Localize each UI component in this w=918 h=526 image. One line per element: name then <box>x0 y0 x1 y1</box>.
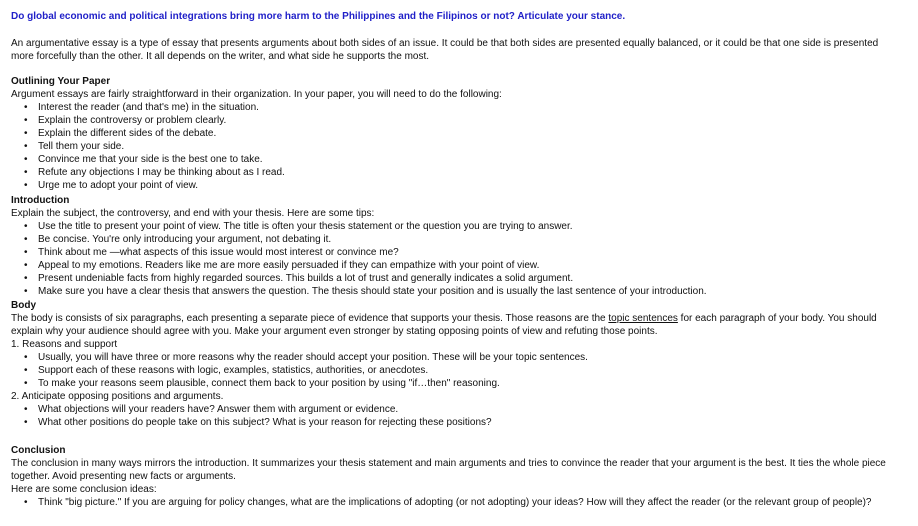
question-title: Do global economic and political integrations bring more harm to the Philippines and the Filipinos or not? Articulate your stance. <box>11 11 626 22</box>
outlining-list <box>11 101 285 192</box>
section1-title: 1. Reasons and support <box>11 339 118 350</box>
list-item: • Support each of these reasons with logic, examples, statistics, authorities, or anecdotes. <box>11 364 588 377</box>
outlining-heading: Outlining Your Paper <box>11 76 111 87</box>
list-item: • Convince me that your side is the best one to take. <box>11 153 285 166</box>
list-item: • Explain the different sides of the debate. <box>11 127 285 140</box>
list-item <box>11 496 901 509</box>
list-item: • Appeal to my emotions. Readers like me are more easily persuaded if they can empathize with your point of view. <box>11 259 707 272</box>
list-item: • Be concise. You're only introducing your argument, not debating it. <box>11 233 707 246</box>
list-item: • Make sure you have a clear thesis that answers the question. The thesis should state your position and is usually the last sentence of your introduction. <box>11 285 707 298</box>
bullet-icon: • <box>24 497 28 508</box>
list-item: • Interest the reader (and that's me) in the situation. <box>11 101 285 114</box>
section1-list <box>11 351 588 390</box>
body-text-start: The body is consists of six paragraphs, each presenting a separate piece of evidence that supports your thesis. Those reasons are the <box>11 313 609 324</box>
list-item: • To make your reasons seem plausible, connect them back to your position by using "if…then" reasoning. <box>11 377 588 390</box>
introduction-lead: Explain the subject, the controversy, and end with your thesis. Here are some tips: <box>11 208 375 219</box>
list-item: • What other positions do people take on this subject? What is your reason for rejecting these positions? <box>11 416 492 429</box>
list-item: • Explain the controversy or problem clearly. <box>11 114 285 127</box>
introduction-heading: Introduction <box>11 195 70 206</box>
list-item: • Urge me to adopt your point of view. <box>11 179 285 192</box>
body-heading: Body <box>11 300 36 311</box>
section2-list <box>11 403 492 429</box>
body-text-end: for each paragraph of your body. You should explain why your audience should agree with you. Make your argument even stronger by stating opposing points of view and refuting those points. <box>11 313 877 337</box>
list-item: • Use the title to present your point of view. The title is often your thesis statement or the question you are trying to answer. <box>11 220 707 233</box>
list-item: • What objections will your readers have? Answer them with argument or evidence. <box>11 403 492 416</box>
intro-paragraph: An argumentative essay is a type of essay that presents arguments about both sides of an issue. It could be that both sides are presented equally balanced, or it could be that one side is presented more forcefully than the other. It all depends on the writer, and what side he supports the most. <box>11 38 879 62</box>
outlining-lead: Argument essays are fairly straightforward in their organization. In your paper, you will need to do the following: <box>11 89 502 100</box>
conclusion-paragraph: The conclusion in many ways mirrors the introduction. It summarizes your thesis statement and main arguments and tries to convince the reader that your argument is the best. It ties the whole piece together. Avoid presenting new facts or arguments. <box>11 458 886 482</box>
conclusion-lead: Here are some conclusion ideas: <box>11 484 157 495</box>
list-item: • Usually, you will have three or more reasons why the reader should accept your position. These will be your topic sentences. <box>11 351 588 364</box>
list-item: • Think about me —what aspects of this issue would most interest or convince me? <box>11 246 707 259</box>
list-item: • Present undeniable facts from highly regarded sources. This builds a lot of trust and generally indicates a solid argument. <box>11 272 707 285</box>
conclusion-item-text: Think "big picture." If you are arguing for policy changes, what are the implications of adopting (or not adopting) your ideas? How will they affect the reader (or the relevant group of people)? <box>38 497 872 508</box>
body-paragraph <box>11 312 896 338</box>
topic-sentences-link[interactable]: topic sentences <box>608 313 678 324</box>
conclusion-heading: Conclusion <box>11 445 66 456</box>
introduction-list <box>11 220 707 298</box>
list-item: • Tell them your side. <box>11 140 285 153</box>
section2-title: 2. Anticipate opposing positions and arguments. <box>11 391 224 402</box>
list-item: • Refute any objections I may be thinking about as I read. <box>11 166 285 179</box>
